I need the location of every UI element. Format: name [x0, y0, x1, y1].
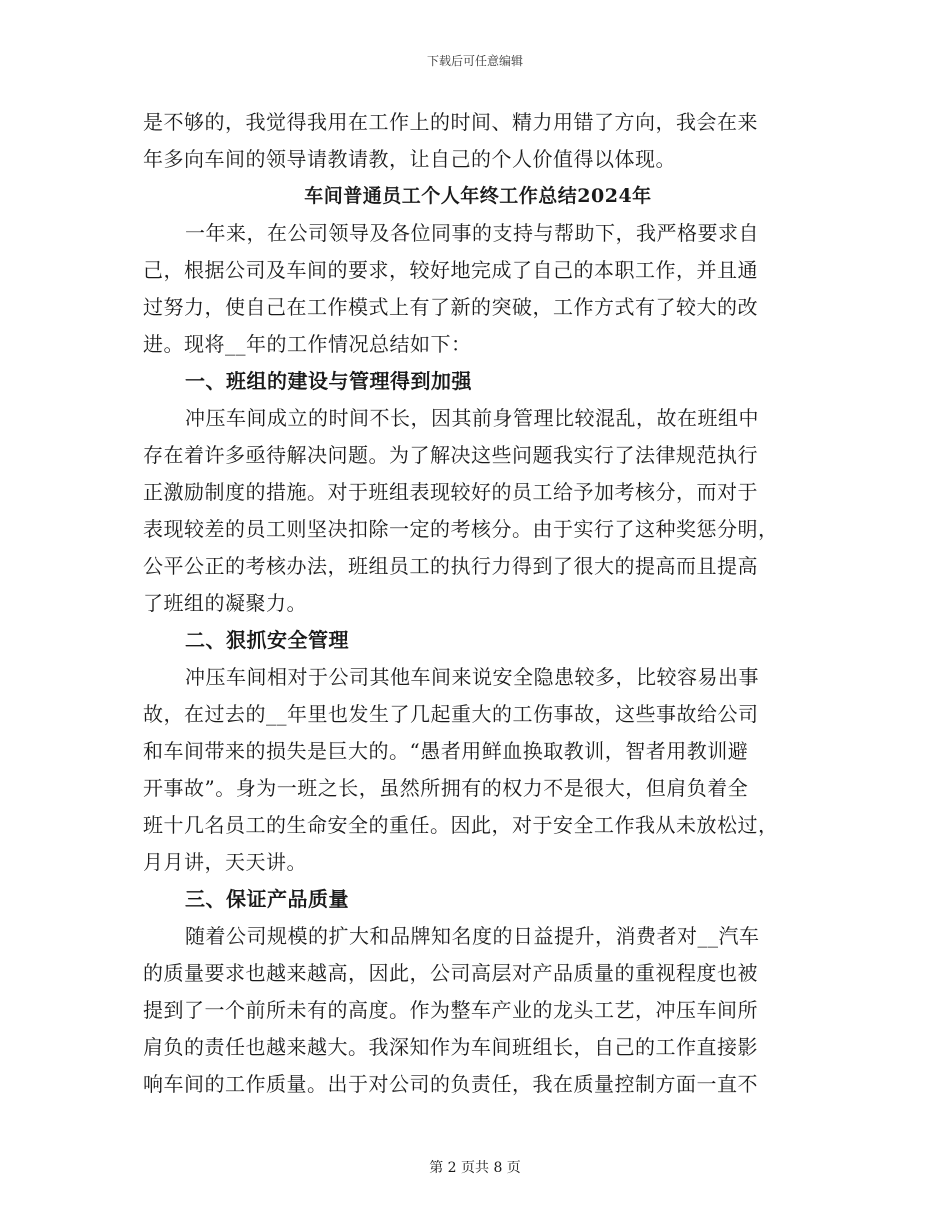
body-line: 班十几名员工的生命安全的重任。因此，对于安全工作我从未放松过， — [143, 813, 779, 837]
body-line: 己，根据公司及车间的要求，较好地完成了自己的本职工作，并且通 — [143, 258, 758, 282]
body-line: 肩负的责任也越来越大。我深知作为车间班组长，自己的工作直接影 — [143, 1035, 758, 1059]
body-line: 年多向车间的领导请教请教，让自己的个人价值得以体现。 — [143, 147, 676, 171]
page-footer: 第 2 页共 8 页 — [429, 1160, 521, 1176]
paragraph-start: 一年来，在公司领导及各位同事的支持与帮助下，我严格要求自 — [185, 221, 759, 245]
paragraph-start: 随着公司规模的扩大和品牌知名度的日益提升，消费者对__汽车 — [185, 924, 760, 948]
document-body — [143, 104, 813, 1103]
body-line: 开事故”。身为一班之长，虽然所拥有的权力不是很大，但肩负着全 — [143, 776, 749, 800]
paragraph-start: 冲压车间相对于公司其他车间来说安全隐患较多，比较容易出事 — [185, 665, 759, 689]
body-line: 进。现将__年的工作情况总结如下： — [143, 332, 472, 356]
body-line: 存在着许多亟待解决问题。为了解决这些问题我实行了法律规范执行 — [143, 443, 758, 467]
body-line: 了班组的凝聚力。 — [143, 591, 307, 615]
body-line: 是不够的，我觉得我用在工作上的时间、精力用错了方向，我会在来 — [143, 110, 758, 134]
body-line: 月月讲，天天讲。 — [143, 850, 307, 874]
body-line: 表现较差的员工则坚决扣除一定的考核分。由于实行了这种奖惩分明， — [143, 517, 779, 541]
body-line: 过努力，使自己在工作模式上有了新的突破，工作方式有了较大的改 — [143, 295, 758, 319]
heading-2: 二、狠抓安全管理 — [185, 628, 349, 652]
body-line: 和车间带来的损失是巨大的。“愚者用鲜血换取教训，智者用教训避 — [143, 739, 749, 763]
body-line: 故，在过去的__年里也发生了几起重大的工伤事故，这些事故给公司 — [143, 702, 759, 726]
body-line: 提到了一个前所未有的高度。作为整车产业的龙头工艺，冲压车间所 — [143, 998, 758, 1022]
page-header: 下载后可任意编辑 — [426, 54, 523, 68]
paragraph-start: 冲压车间成立的时间不长，因其前身管理比较混乱，故在班组中 — [185, 406, 759, 430]
heading-3: 三、保证产品质量 — [185, 887, 349, 911]
heading-1: 一、班组的建设与管理得到加强 — [185, 369, 472, 393]
body-line: 的质量要求也越来越高，因此，公司高层对产品质量的重视程度也被 — [143, 961, 758, 985]
body-line: 响车间的工作质量。出于对公司的负责任，我在质量控制方面一直不 — [143, 1072, 758, 1096]
section-title: 车间普通员工个人年终工作总结2024年 — [304, 185, 652, 207]
body-line: 公平公正的考核办法，班组员工的执行力得到了很大的提高而且提高 — [143, 554, 758, 578]
body-line: 正激励制度的措施。对于班组表现较好的员工给予加考核分，而对于 — [143, 480, 758, 504]
